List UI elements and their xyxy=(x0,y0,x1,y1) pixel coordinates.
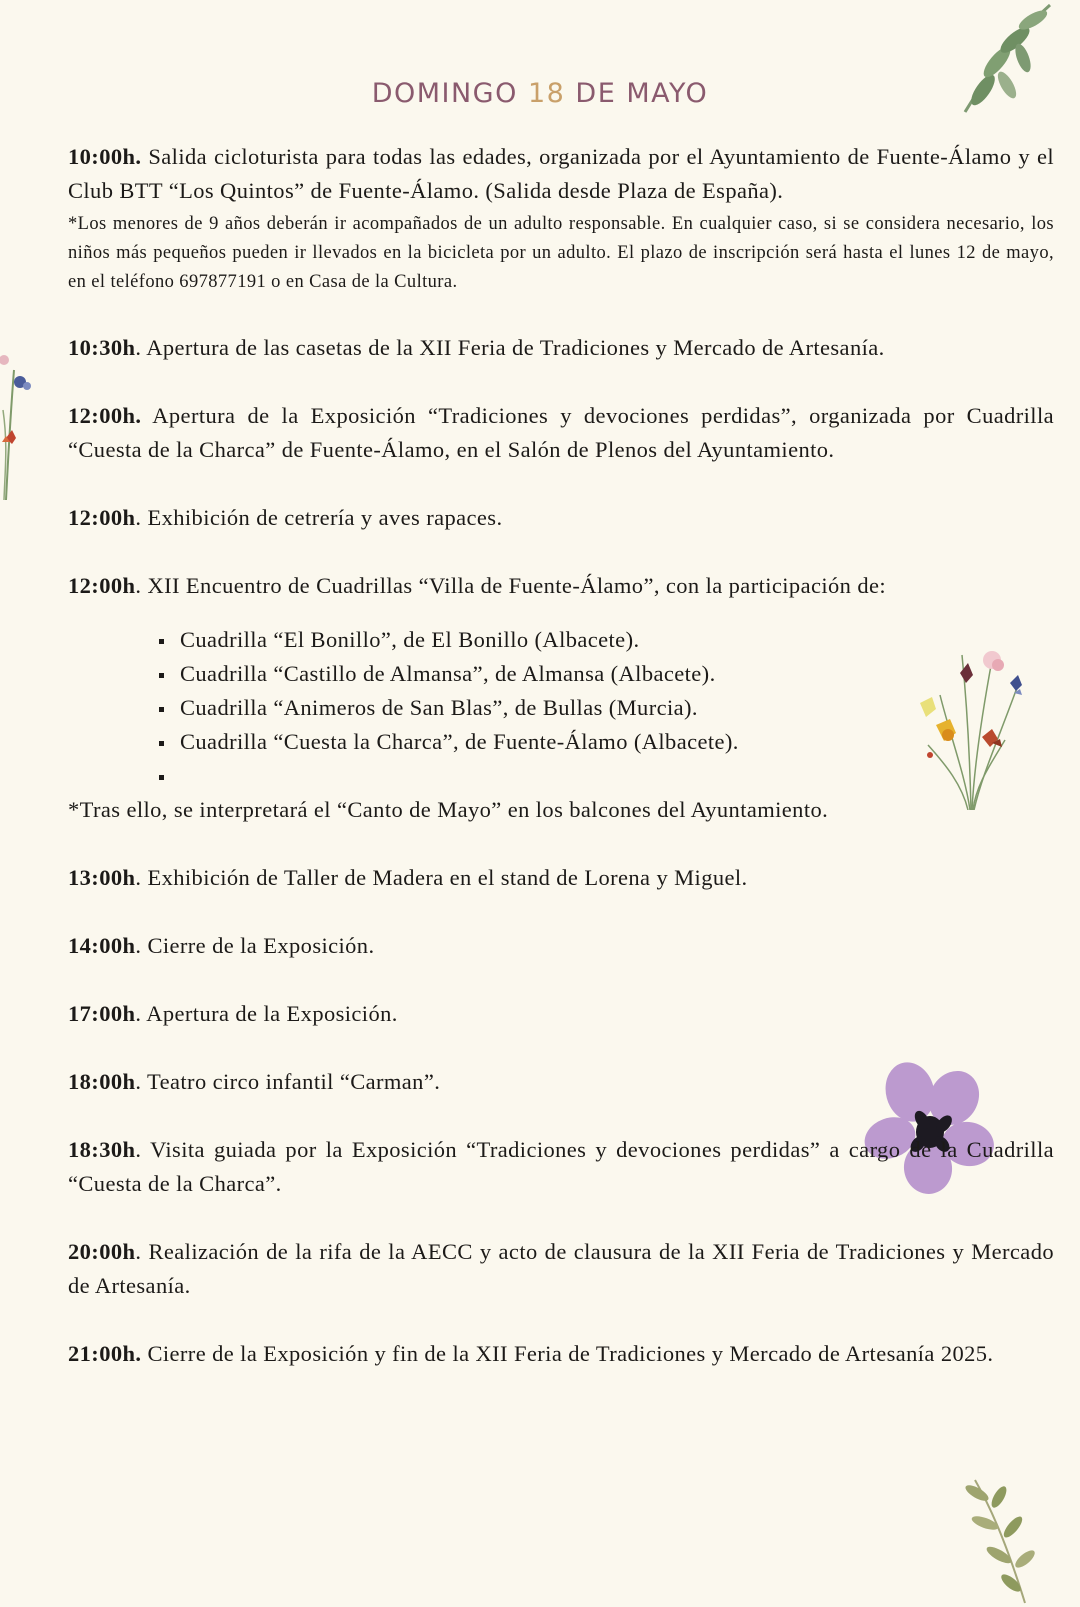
event-time: 20:00h xyxy=(68,1239,136,1264)
event-note: *Tras ello, se interpretará el “Canto de Mayo” en los balcones del Ayuntamiento. xyxy=(68,797,829,822)
event-time: 12:00h. xyxy=(68,403,142,428)
event-item xyxy=(68,861,1054,895)
event-description: . Exhibición de Taller de Madera en el stand de Lorena y Miguel. xyxy=(135,865,748,890)
title-day: 18 xyxy=(527,78,566,109)
event-item xyxy=(68,399,1054,467)
event-time: 13:00h xyxy=(68,865,136,890)
event-time: 12:00h xyxy=(68,573,136,598)
list-item xyxy=(180,759,1054,793)
event-time: 14:00h xyxy=(68,933,136,958)
event-schedule xyxy=(68,140,1054,1371)
event-description: . Apertura de las casetas de la XII Feria de Tradiciones y Mercado de Artesanía. xyxy=(135,335,885,360)
event-item xyxy=(68,1235,1054,1303)
event-item xyxy=(68,1065,1054,1099)
event-item xyxy=(68,569,1054,827)
event-time: 10:30h xyxy=(68,335,136,360)
list-item: Cuadrilla “Castillo de Almansa”, de Almansa (Albacete). xyxy=(180,657,1054,691)
event-time: 18:30h xyxy=(68,1137,136,1162)
title-suffix: DE MAYO xyxy=(575,78,709,109)
wildflower-left-icon xyxy=(0,350,40,500)
event-description: Apertura de la Exposición “Tradiciones y devociones perdidas”, organizada por Cuadrilla “Cuesta de la Charca” de Fuente-Álamo, en el Salón de Plenos del Ayuntamiento. xyxy=(68,403,1054,462)
event-time: 18:00h xyxy=(68,1069,136,1094)
event-item xyxy=(68,929,1054,963)
title-prefix: DOMINGO xyxy=(371,78,518,109)
event-description: . Cierre de la Exposición. xyxy=(135,933,375,958)
event-description: Salida cicloturista para todas las edades, organizada por el Ayuntamiento de Fuente-Álamo y el Club BTT “Los Quintos” de Fuente-Álamo. (Salida desde Plaza de España). xyxy=(68,144,1054,203)
event-item xyxy=(68,331,1054,365)
participant-list xyxy=(68,623,1054,793)
event-description: . XII Encuentro de Cuadrillas “Villa de Fuente-Álamo”, con la participación de: xyxy=(135,573,887,598)
event-item xyxy=(68,1133,1054,1201)
event-item xyxy=(68,1337,1054,1371)
event-item xyxy=(68,997,1054,1031)
event-description: . Exhibición de cetrería y aves rapaces. xyxy=(135,505,503,530)
event-time: 12:00h xyxy=(68,505,136,530)
event-description: . Apertura de la Exposición. xyxy=(135,1001,398,1026)
event-time: 17:00h xyxy=(68,1001,136,1026)
event-time: 21:00h. xyxy=(68,1341,142,1366)
event-description: Cierre de la Exposición y fin de la XII Feria de Tradiciones y Mercado de Artesanía 2025. xyxy=(141,1341,994,1366)
page-title xyxy=(0,78,1080,109)
event-item xyxy=(68,501,1054,535)
event-item xyxy=(68,140,1054,297)
list-item: Cuadrilla “Animeros de San Blas”, de Bullas (Murcia). xyxy=(180,691,1054,725)
event-description: . Realización de la rifa de la AECC y acto de clausura de la XII Feria de Tradiciones y Mercado de Artesanía. xyxy=(68,1239,1054,1298)
event-note: *Los menores de 9 años deberán ir acompañados de un adulto responsable. En cualquier caso, si se considera necesario, los niños más pequeños pueden ir llevados en la bicicleta por un adulto. El plazo de inscripción será hasta el lunes 12 de mayo, en el teléfono 697877191 o en Casa de la Cultura. xyxy=(68,214,1054,292)
event-description: . Teatro circo infantil “Carman”. xyxy=(135,1069,441,1094)
list-item: Cuadrilla “Cuesta la Charca”, de Fuente-Álamo (Albacete). xyxy=(180,725,1054,759)
event-time: 10:00h. xyxy=(68,144,142,169)
olive-branch-icon xyxy=(955,1475,1050,1605)
list-item: Cuadrilla “El Bonillo”, de El Bonillo (Albacete). xyxy=(180,623,1054,657)
event-description: . Visita guiada por la Exposición “Tradiciones y devociones perdidas” a cargo de la Cuadrilla “Cuesta de la Charca”. xyxy=(68,1137,1054,1196)
